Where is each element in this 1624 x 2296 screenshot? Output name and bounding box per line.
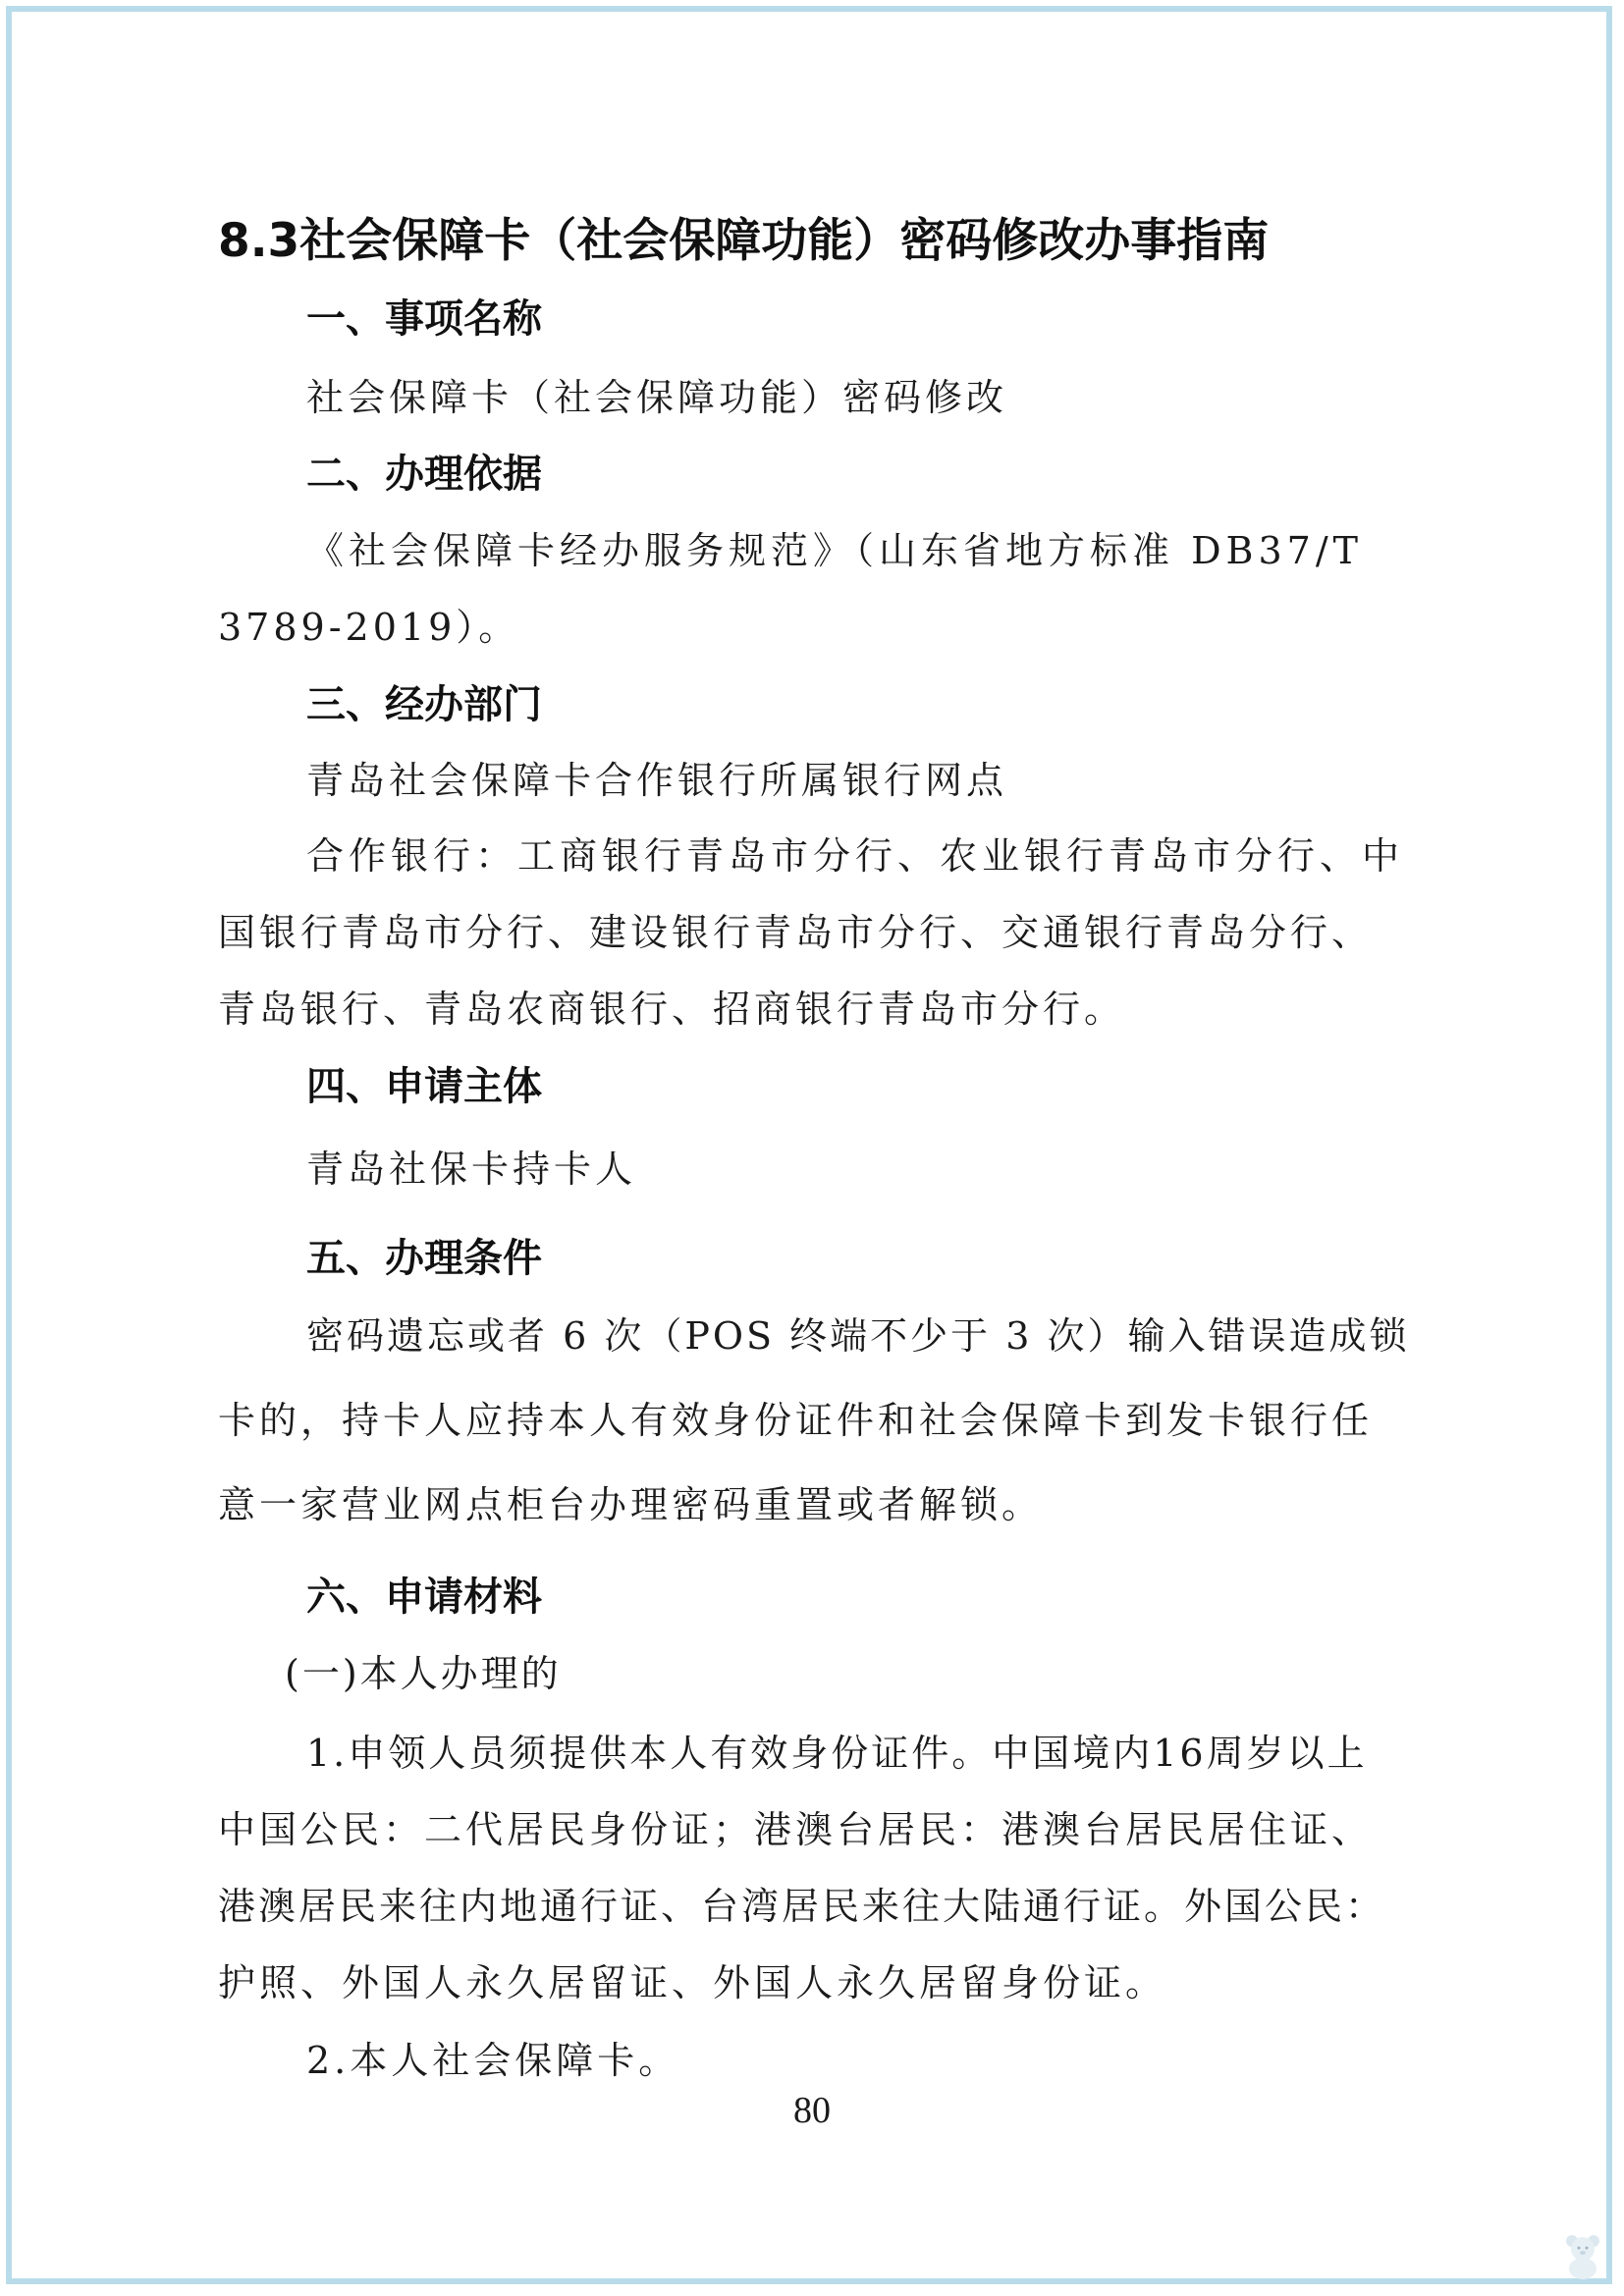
section-heading-3: 三、经办部门 [306, 682, 542, 727]
basis-line-2: 3789-2019）。 [218, 606, 520, 649]
department-line-3: 国银行青岛市分行、建设银行青岛市分行、交通银行青岛分行、 [218, 911, 1374, 954]
bear-watermark-icon [1561, 2231, 1604, 2280]
materials-line-5: 2.本人社会保障卡。 [306, 2039, 680, 2082]
materials-subheading: (一)本人办理的 [285, 1652, 562, 1695]
materials-line-1: 1.申领人员须提供本人有效身份证件。中国境内16周岁以上 [306, 1732, 1368, 1775]
page-number: 80 [793, 2090, 831, 2131]
department-line-4: 青岛银行、青岛农商银行、招商银行青岛市分行。 [218, 988, 1126, 1031]
section-heading-6: 六、申请材料 [306, 1575, 542, 1620]
materials-line-2: 中国公民：二代居民身份证；港澳台居民：港澳台居民居住证、 [218, 1808, 1374, 1851]
document-title: 8.3社会保障卡（社会保障功能）密码修改办事指南 [218, 214, 1270, 268]
condition-line-1: 密码遗忘或者 6 次（POS 终端不少于 3 次）输入错误造成锁 [306, 1314, 1410, 1358]
section-heading-2: 二、办理依据 [306, 452, 542, 497]
condition-line-2: 卡的，持卡人应持本人有效身份证件和社会保障卡到发卡银行任 [218, 1399, 1374, 1442]
department-line-1: 青岛社会保障卡合作银行所属银行网点 [306, 759, 1008, 802]
applicant-text: 青岛社保卡持卡人 [306, 1148, 637, 1191]
materials-line-3: 港澳居民来往内地通行证、台湾居民来往大陆通行证。外国公民： [218, 1885, 1386, 1928]
department-line-2: 合作银行：工商银行青岛市分行、农业银行青岛市分行、中 [306, 834, 1405, 878]
item-name-text: 社会保障卡（社会保障功能）密码修改 [306, 376, 1008, 419]
materials-line-4: 护照、外国人永久居留证、外国人永久居留身份证。 [218, 1961, 1167, 2004]
page-border [6, 6, 1612, 2284]
basis-line-1: 《社会保障卡经办服务规范》（山东省地方标准 DB37/T [306, 529, 1363, 572]
section-heading-1: 一、事项名称 [306, 296, 542, 342]
section-heading-4: 四、申请主体 [306, 1064, 542, 1109]
condition-line-3: 意一家营业网点柜台办理密码重置或者解锁。 [218, 1483, 1044, 1526]
section-heading-5: 五、办理条件 [306, 1236, 542, 1281]
